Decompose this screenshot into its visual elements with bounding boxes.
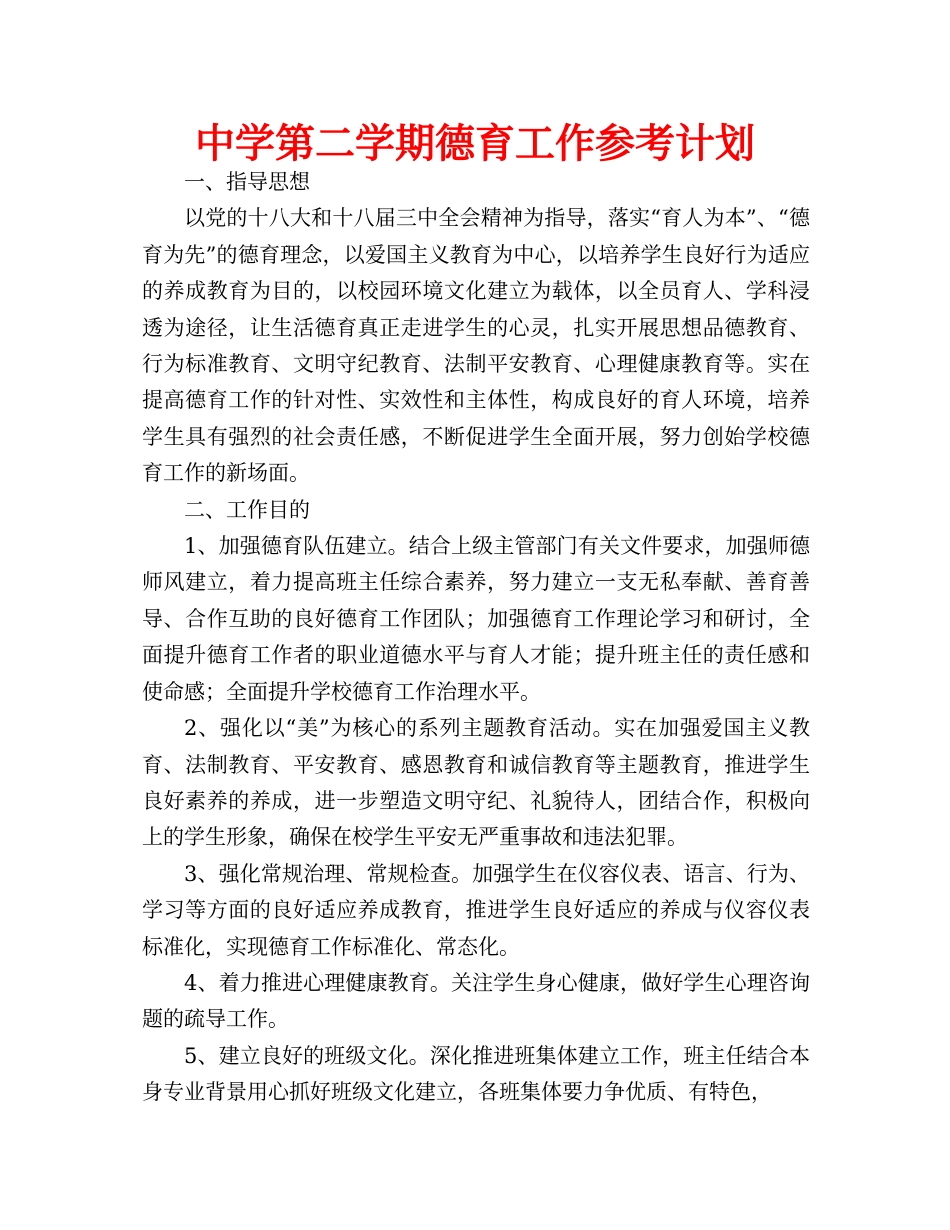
paragraph: 1、加强德育队伍建立。结合上级主管部门有关文件要求，加强师德师风建立，着力提高班主任综合素养，努力建立一支无私奉献、善育善导、合作互助的良好德育工作团队；加强德育工作理论学习和研讨，全面提升德育工作者的职业道德水平与育人才能；提升班主任的责任感和使命感；全面提升学校德育工作治理水平。 bbox=[142, 534, 810, 704]
paragraph: 4、着力推进心理健康教育。关注学生身心健康，做好学生心理咨询题的疏导工作。 bbox=[142, 970, 810, 1032]
paragraph: 3、强化常规治理、常规检查。加强学生在仪容仪表、语言、行为、学习等方面的良好适应养成教育，推进学生良好适应的养成与仪容仪表标准化，实现德育工作标准化、常态化。 bbox=[142, 861, 810, 959]
paragraph: 以党的十八大和十八届三中全会精神为指导，落实“育人为本”、“德育为先”的德育理念，以爱国主义教育为中心，以培养学生良好行为适应的养成教育为目的，以校园环境文化建立为载体，以全员育人、学科浸透为途径，让生活德育真正走进学生的心灵，扎实开展思想品德教育、行为标准教育、文明守纪教育、法制平安教育、心理健康教育等。实在提高德育工作的针对性、实效性和主体性，构成良好的育人环境，培养学生具有强烈的社会责任感，不断促进学生全面开展，努力创始学校德育工作的新场面。 bbox=[142, 206, 810, 486]
document-title: 中学第二学期德育工作参考计划 bbox=[195, 121, 755, 167]
paragraph: 2、强化以“美”为核心的系列主题教育活动。实在加强爱国主义教育、法制教育、平安教育、感恩教育和诚信教育等主题教育，推进学生良好素养的养成，进一步塑造文明守纪、礼貌待人，团结合作，积极向上的学生形象，确保在校学生平安无严重事故和违法犯罪。 bbox=[142, 716, 810, 850]
paragraph: 5、建立良好的班级文化。深化推进班集体建立工作，班主任结合本身专业背景用心抓好班级文化建立，各班集体要力争优质、有特色， bbox=[142, 1043, 810, 1105]
section-heading: 二、工作目的 bbox=[184, 497, 310, 522]
section-heading: 一、指导思想 bbox=[184, 170, 310, 194]
document-body bbox=[142, 164, 810, 1111]
